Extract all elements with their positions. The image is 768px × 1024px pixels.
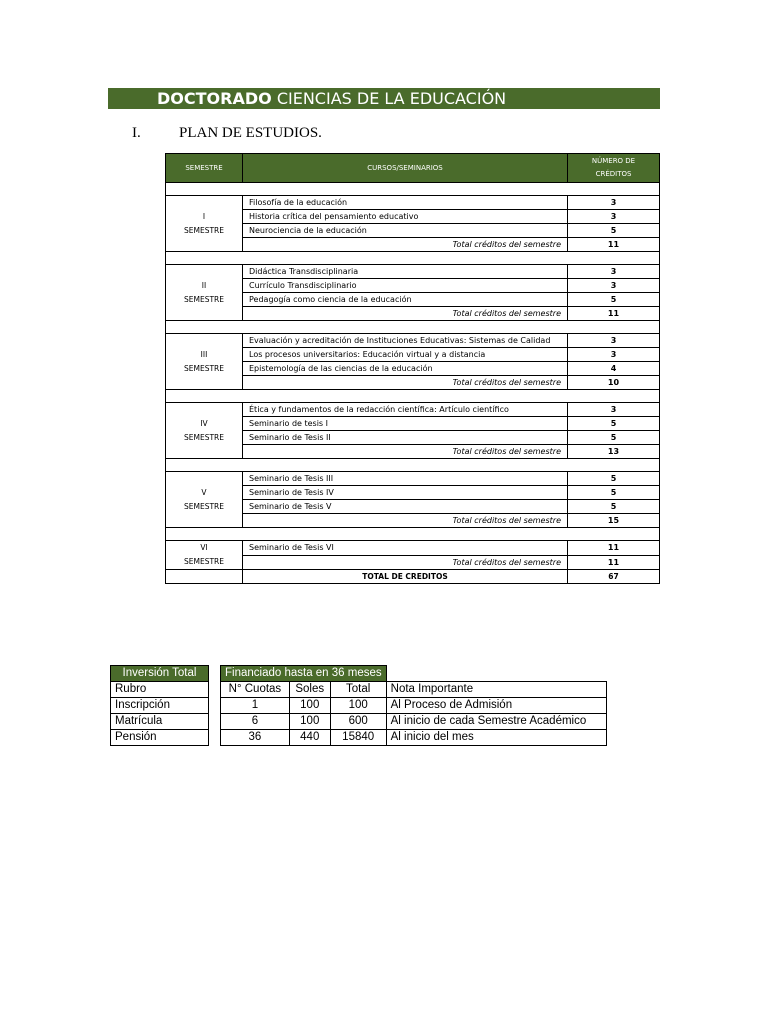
investment-table bbox=[110, 665, 607, 746]
spacer-row bbox=[166, 252, 660, 265]
total-column-header: Total bbox=[330, 682, 386, 698]
semester-numeral: VI bbox=[200, 543, 208, 552]
courses-column-header: CURSOS/SEMINARIOS bbox=[243, 154, 568, 183]
course-row bbox=[166, 403, 660, 417]
spacer-row bbox=[166, 390, 660, 403]
course-credits: 5 bbox=[568, 417, 660, 431]
study-plan-table bbox=[165, 153, 660, 584]
course-credits: 3 bbox=[568, 279, 660, 293]
spacer-cell bbox=[166, 459, 660, 472]
investment-gap-cell bbox=[209, 698, 221, 714]
course-row bbox=[166, 196, 660, 210]
rubro-cell: Pensión bbox=[111, 730, 209, 746]
spacer-cell bbox=[166, 528, 660, 541]
cuotas-cell: 1 bbox=[221, 698, 290, 714]
semester-numeral: III bbox=[200, 349, 208, 359]
investment-total-header: Inversión Total bbox=[111, 666, 209, 682]
program-title-bold: DOCTORADO bbox=[157, 89, 272, 108]
course-name: Seminario de Tesis III bbox=[243, 472, 568, 486]
semester-label: SEMESTRE bbox=[183, 501, 224, 511]
spacer-row bbox=[166, 528, 660, 541]
semester-total-label: Total créditos del semestre bbox=[243, 555, 568, 570]
course-row bbox=[166, 472, 660, 486]
course-credits: 5 bbox=[568, 431, 660, 445]
course-credits: 5 bbox=[568, 293, 660, 307]
course-name: Seminario de Tesis V bbox=[243, 500, 568, 514]
course-credits: 3 bbox=[568, 403, 660, 417]
course-row bbox=[166, 541, 660, 556]
course-name: Epistemología de las ciencias de la educación bbox=[243, 362, 568, 376]
course-credits: 11 bbox=[568, 541, 660, 556]
grand-total-empty-cell bbox=[166, 570, 243, 584]
semester-total-value: 11 bbox=[568, 555, 660, 570]
rubro-cell: Inscripción bbox=[111, 698, 209, 714]
semester-label: SEMESTRE bbox=[183, 557, 224, 566]
cuotas-cell: 36 bbox=[221, 730, 290, 746]
empty-cell bbox=[386, 666, 606, 682]
investment-row bbox=[111, 714, 607, 730]
course-credits: 3 bbox=[568, 348, 660, 362]
course-name: Evaluación y acreditación de Instituciones Educativas: Sistemas de Calidad bbox=[243, 334, 568, 348]
soles-column-header: Soles bbox=[289, 682, 330, 698]
credits-header-line1: NÚMERO DE bbox=[591, 157, 636, 165]
nota-cell: Al inicio de cada Semestre Académico bbox=[386, 714, 606, 730]
spacer-cell bbox=[166, 321, 660, 334]
semester-column-header: SEMESTRE bbox=[166, 154, 243, 183]
semester-label: SEMESTRE bbox=[183, 432, 224, 442]
semester-cell bbox=[166, 334, 243, 390]
total-cell: 600 bbox=[330, 714, 386, 730]
course-credits: 3 bbox=[568, 196, 660, 210]
section-title: PLAN DE ESTUDIOS. bbox=[179, 125, 322, 141]
rubro-column-header: Rubro bbox=[111, 682, 209, 698]
course-name: Didáctica Transdisciplinaria bbox=[243, 265, 568, 279]
semester-label: SEMESTRE bbox=[183, 294, 224, 304]
semester-cell bbox=[166, 541, 243, 570]
semester-numeral: IV bbox=[200, 418, 208, 428]
course-name: Seminario de Tesis VI bbox=[243, 541, 568, 556]
cuotas-cell: 6 bbox=[221, 714, 290, 730]
course-name: Los procesos universitarios: Educación virtual y a distancia bbox=[243, 348, 568, 362]
spacer-row bbox=[166, 321, 660, 334]
semester-total-label: Total créditos del semestre bbox=[243, 445, 568, 459]
financing-header: Financiado hasta en 36 meses bbox=[221, 666, 387, 682]
investment-row bbox=[111, 730, 607, 746]
semester-total-value: 11 bbox=[568, 307, 660, 321]
soles-cell: 100 bbox=[289, 714, 330, 730]
course-name: Seminario de Tesis IV bbox=[243, 486, 568, 500]
investment-row bbox=[111, 698, 607, 714]
course-credits: 3 bbox=[568, 210, 660, 224]
spacer-row bbox=[166, 183, 660, 196]
course-name: Filosofía de la educación bbox=[243, 196, 568, 210]
semester-cell bbox=[166, 403, 243, 459]
semester-total-label: Total créditos del semestre bbox=[243, 238, 568, 252]
course-credits: 5 bbox=[568, 224, 660, 238]
cuotas-column-header: N° Cuotas bbox=[221, 682, 290, 698]
nota-cell: Al Proceso de Admisión bbox=[386, 698, 606, 714]
semester-total-value: 13 bbox=[568, 445, 660, 459]
semester-label: SEMESTRE bbox=[183, 225, 224, 235]
spacer-cell bbox=[166, 252, 660, 265]
course-name: Ética y fundamentos de la redacción científica: Artículo científico bbox=[243, 403, 568, 417]
soles-cell: 440 bbox=[289, 730, 330, 746]
investment-gap-cell bbox=[209, 714, 221, 730]
course-credits: 3 bbox=[568, 265, 660, 279]
rubro-cell: Matrícula bbox=[111, 714, 209, 730]
grand-total-row bbox=[166, 570, 660, 584]
course-credits: 3 bbox=[568, 334, 660, 348]
total-cell: 100 bbox=[330, 698, 386, 714]
course-name: Neurociencia de la educación bbox=[243, 224, 568, 238]
course-row bbox=[166, 334, 660, 348]
course-row bbox=[166, 265, 660, 279]
grand-total-label: TOTAL DE CREDITOS bbox=[243, 570, 568, 584]
semester-total-label: Total créditos del semestre bbox=[243, 514, 568, 528]
investment-gap-cell bbox=[209, 666, 221, 682]
program-title-rest: CIENCIAS DE LA EDUCACIÓN bbox=[276, 89, 507, 108]
spacer-row bbox=[166, 459, 660, 472]
course-name: Seminario de Tesis II bbox=[243, 431, 568, 445]
semester-total-label: Total créditos del semestre bbox=[243, 376, 568, 390]
study-plan-header-row bbox=[166, 154, 660, 183]
credits-header-line2: CRÉDITOS bbox=[595, 170, 632, 178]
semester-cell bbox=[166, 196, 243, 252]
course-name: Pedagogía como ciencia de la educación bbox=[243, 293, 568, 307]
section-heading bbox=[132, 125, 322, 142]
course-credits: 5 bbox=[568, 472, 660, 486]
spacer-cell bbox=[166, 183, 660, 196]
investment-columns-row bbox=[111, 682, 607, 698]
semester-numeral: I bbox=[202, 211, 206, 221]
section-number: I. bbox=[132, 125, 141, 141]
investment-gap-cell bbox=[209, 730, 221, 746]
grand-total-value: 67 bbox=[568, 570, 660, 584]
semester-cell bbox=[166, 265, 243, 321]
semester-cell bbox=[166, 472, 243, 528]
spacer-cell bbox=[166, 390, 660, 403]
soles-cell: 100 bbox=[289, 698, 330, 714]
course-name: Historia crítica del pensamiento educativo bbox=[243, 210, 568, 224]
course-credits: 5 bbox=[568, 500, 660, 514]
semester-numeral: V bbox=[201, 487, 207, 497]
course-name: Currículo Transdisciplinario bbox=[243, 279, 568, 293]
total-cell: 15840 bbox=[330, 730, 386, 746]
semester-total-value: 15 bbox=[568, 514, 660, 528]
course-credits: 5 bbox=[568, 486, 660, 500]
investment-gap-cell bbox=[209, 682, 221, 698]
semester-label: SEMESTRE bbox=[183, 363, 224, 373]
semester-total-value: 11 bbox=[568, 238, 660, 252]
semester-total-value: 10 bbox=[568, 376, 660, 390]
nota-cell: Al inicio del mes bbox=[386, 730, 606, 746]
nota-column-header: Nota Importante bbox=[386, 682, 606, 698]
course-credits: 4 bbox=[568, 362, 660, 376]
program-title-banner bbox=[108, 88, 660, 109]
course-name: Seminario de tesis I bbox=[243, 417, 568, 431]
investment-header-row bbox=[111, 666, 607, 682]
semester-numeral: II bbox=[201, 280, 207, 290]
study-plan-body bbox=[166, 183, 660, 584]
credits-column-header bbox=[568, 154, 660, 183]
semester-total-label: Total créditos del semestre bbox=[243, 307, 568, 321]
